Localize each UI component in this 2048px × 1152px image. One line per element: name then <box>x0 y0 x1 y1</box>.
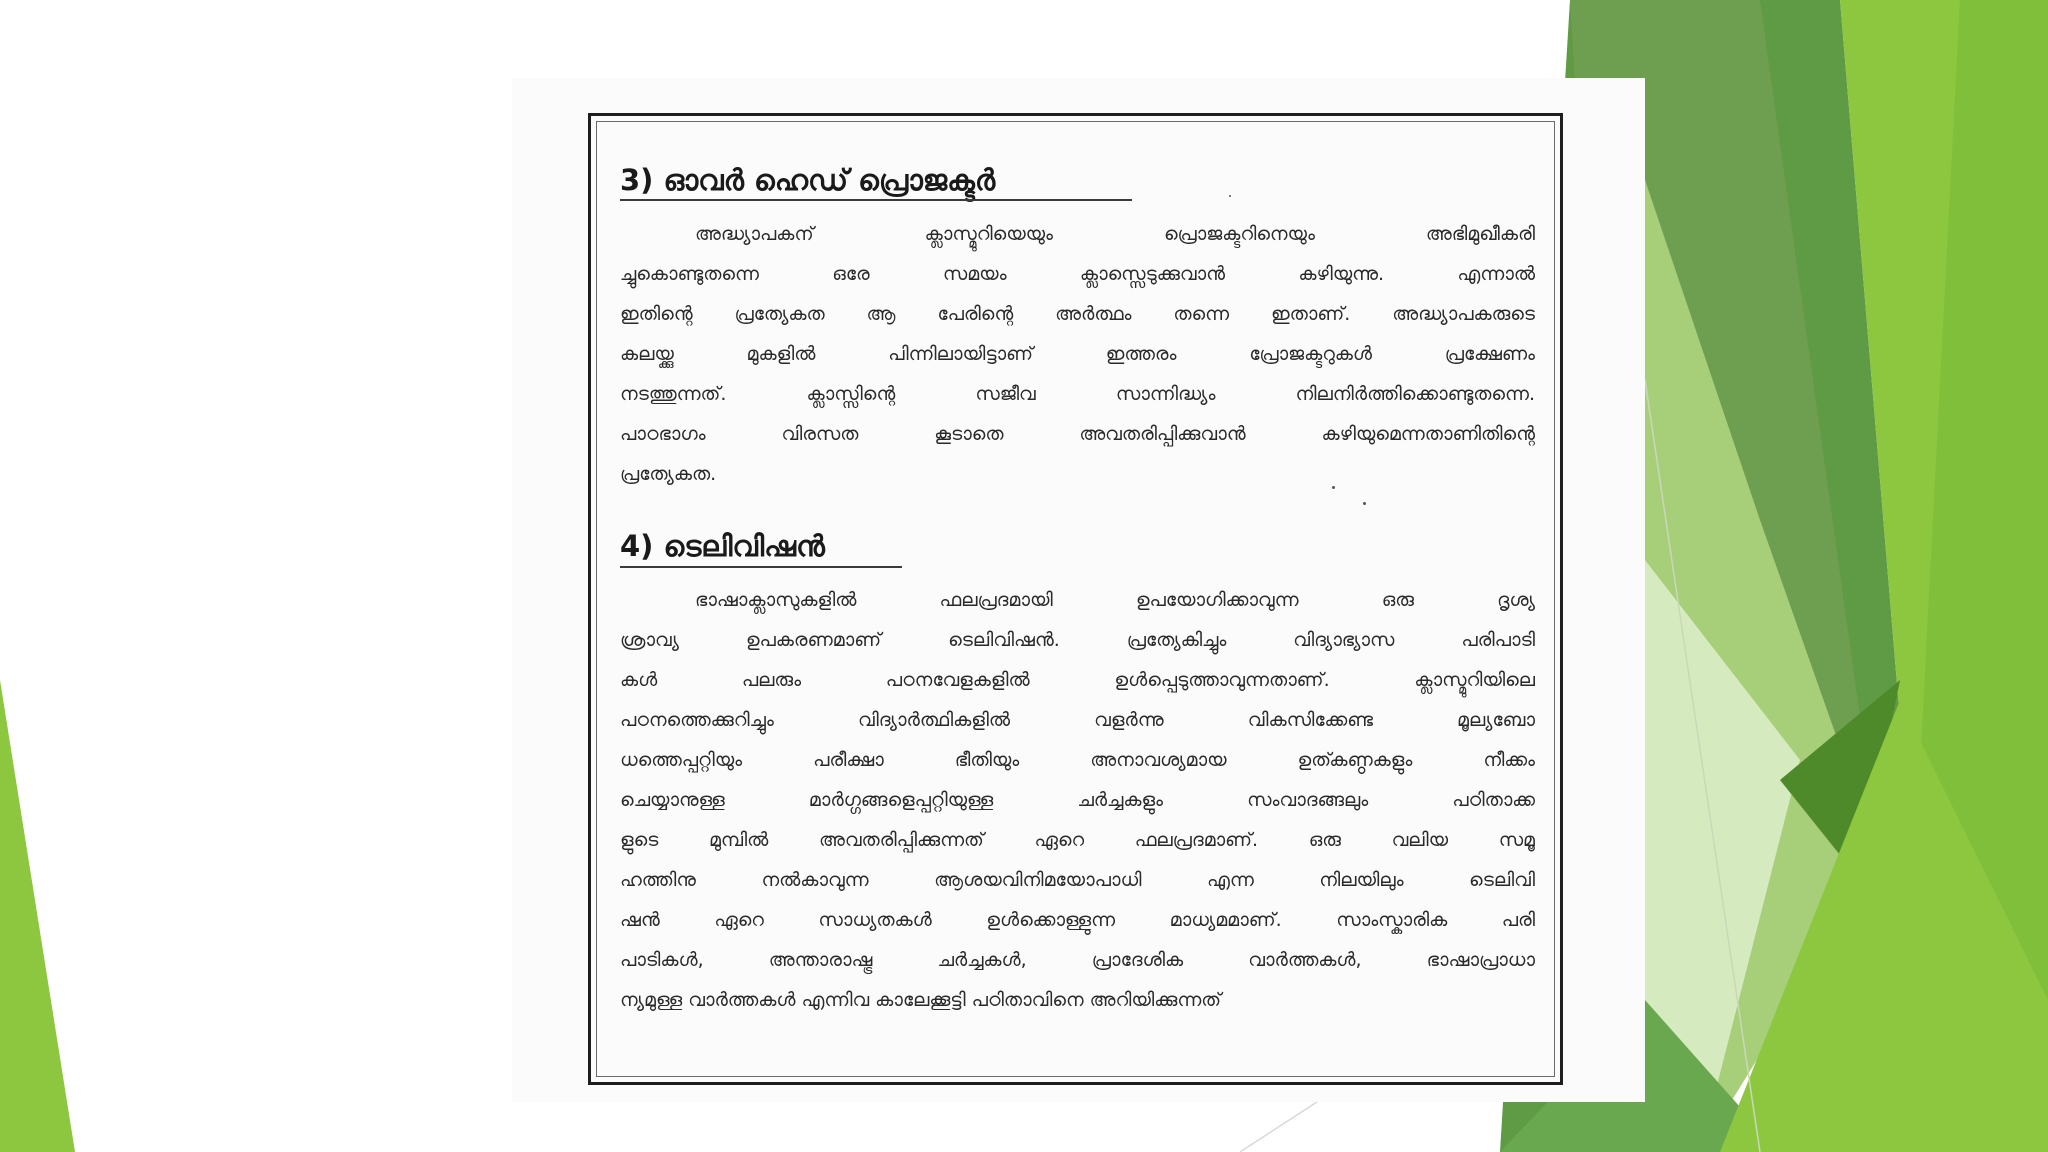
paragraph-line: പാടികൾ, അന്താരാഷ്ട്ര ചർച്ചകൾ, പ്രാദേശിക വാർത്തകൾ, ഭാഷാപ്രാധാ <box>620 949 1535 971</box>
paragraph-line: നടത്തുന്നത്. ക്ലാസ്സിന്റെ സജീവ സാന്നിദ്ധ്യം നിലനിർത്തിക്കൊണ്ടുതന്നെ. <box>620 383 1535 405</box>
section-3-heading-underline <box>620 199 1132 201</box>
paragraph-line: പാഠഭാഗം വിരസത കൂടാതെ അവതരിപ്പിക്കുവാൻ കഴിയുമെന്നതാണിതിന്റെ <box>620 423 1535 445</box>
paragraph-line: പഠനത്തെക്കുറിച്ചും വിദ്യാർത്ഥികളിൽ വളർന്നു വികസിക്കേണ്ട മൂല്യബോ <box>620 709 1535 731</box>
paragraph-line: ഷൻ ഏറെ സാധ്യതകൾ ഉൾക്കൊള്ളുന്ന മാധ്യമമാണ്. സാംസ്കാരിക പരി <box>620 909 1535 931</box>
paragraph-line: ളുടെ മുമ്പിൽ അവതരിപ്പിക്കുന്നത് ഏറെ ഫലപ്രദമാണ്. ഒരു വലിയ സമൂ <box>620 829 1535 851</box>
scan-speck <box>1363 502 1366 505</box>
scan-speck <box>1229 195 1231 197</box>
paragraph-line: ചെയ്യാനുള്ള മാർഗ്ഗങ്ങളെപ്പറ്റിയുള്ള ചർച്ചകളും സംവാദങ്ങലും പഠിതാക്ക <box>620 789 1535 811</box>
paragraph-line: ഹത്തിനു നൽകാവുന്ന ആശയവിനിമയോപാധി എന്ന നിലയിലും ടെലിവി <box>620 869 1535 891</box>
paragraph-line: ഇതിന്റെ പ്രത്യേകത ആ പേരിന്റെ അർത്ഥം തന്നെ ഇതാണ്. അദ്ധ്യാപകരുടെ <box>620 303 1535 325</box>
paragraph-line: ന്യമുള്ള വാർത്തകൾ എന്നിവ കാലേക്കൂട്ടി പഠിതാവിനെ അറിയിക്കുന്നത് <box>620 989 1222 1011</box>
scan-shadow-line-bottom <box>1240 1100 1320 1152</box>
left-green-wedge <box>0 680 75 1152</box>
section-4-paragraph <box>620 580 1535 1020</box>
section-3-paragraph <box>620 214 1535 494</box>
paragraph-line: അദ്ധ്യാപകന് ക്ലാസ്മുറിയെയും പ്രൊജക്ടറിനെയും അഭിമുഖീകരി <box>695 223 1535 245</box>
paragraph-line: ച്ചുകൊണ്ടുതന്നെ ഒരേ സമയം ക്ലാസ്സെടുക്കുവാൻ കഴിയുന്നു. എന്നാൽ <box>620 263 1535 285</box>
paragraph-line: ധത്തെപ്പറ്റിയും പരീക്ഷാ ഭീതിയും അനാവശ്യമായ ഉത്കണ്ഠകളും നീക്കം <box>620 749 1535 771</box>
paragraph-line: പ്രത്യേകത. <box>620 463 717 485</box>
paragraph-line: ഭാഷാക്ലാസുകളിൽ ഫലപ്രദമായി ഉപയോഗിക്കാവുന്ന ഒരു ദൃശ്യ <box>695 589 1535 611</box>
section-4-heading-underline <box>620 566 902 568</box>
paragraph-line: ശ്രാവ്യ ഉപകരണമാണ് ടെലിവിഷൻ. പ്രത്യേകിച്ചും വിദ്യാഭ്യാസ പരിപാടി <box>620 629 1535 651</box>
section-4-heading: 4) ടെലിവിഷൻ <box>620 529 825 563</box>
section-3-heading: 3) ഓവർ ഹെഡ് പ്രൊജക്ടർ <box>620 163 996 197</box>
paragraph-line: കലയ്ക്കു മുകളിൽ പിന്നിലായിട്ടാണ് ഇത്തരം പ്രോജക്ടറുകൾ പ്രക്ഷേണം <box>620 343 1535 365</box>
paragraph-line: കൾ പലരും പഠനവേളകളിൽ ഉൾപ്പെടുത്താവുന്നതാണ്. ക്ലാസ്മുറിയിലെ <box>620 669 1535 691</box>
scan-speck <box>1332 486 1335 489</box>
